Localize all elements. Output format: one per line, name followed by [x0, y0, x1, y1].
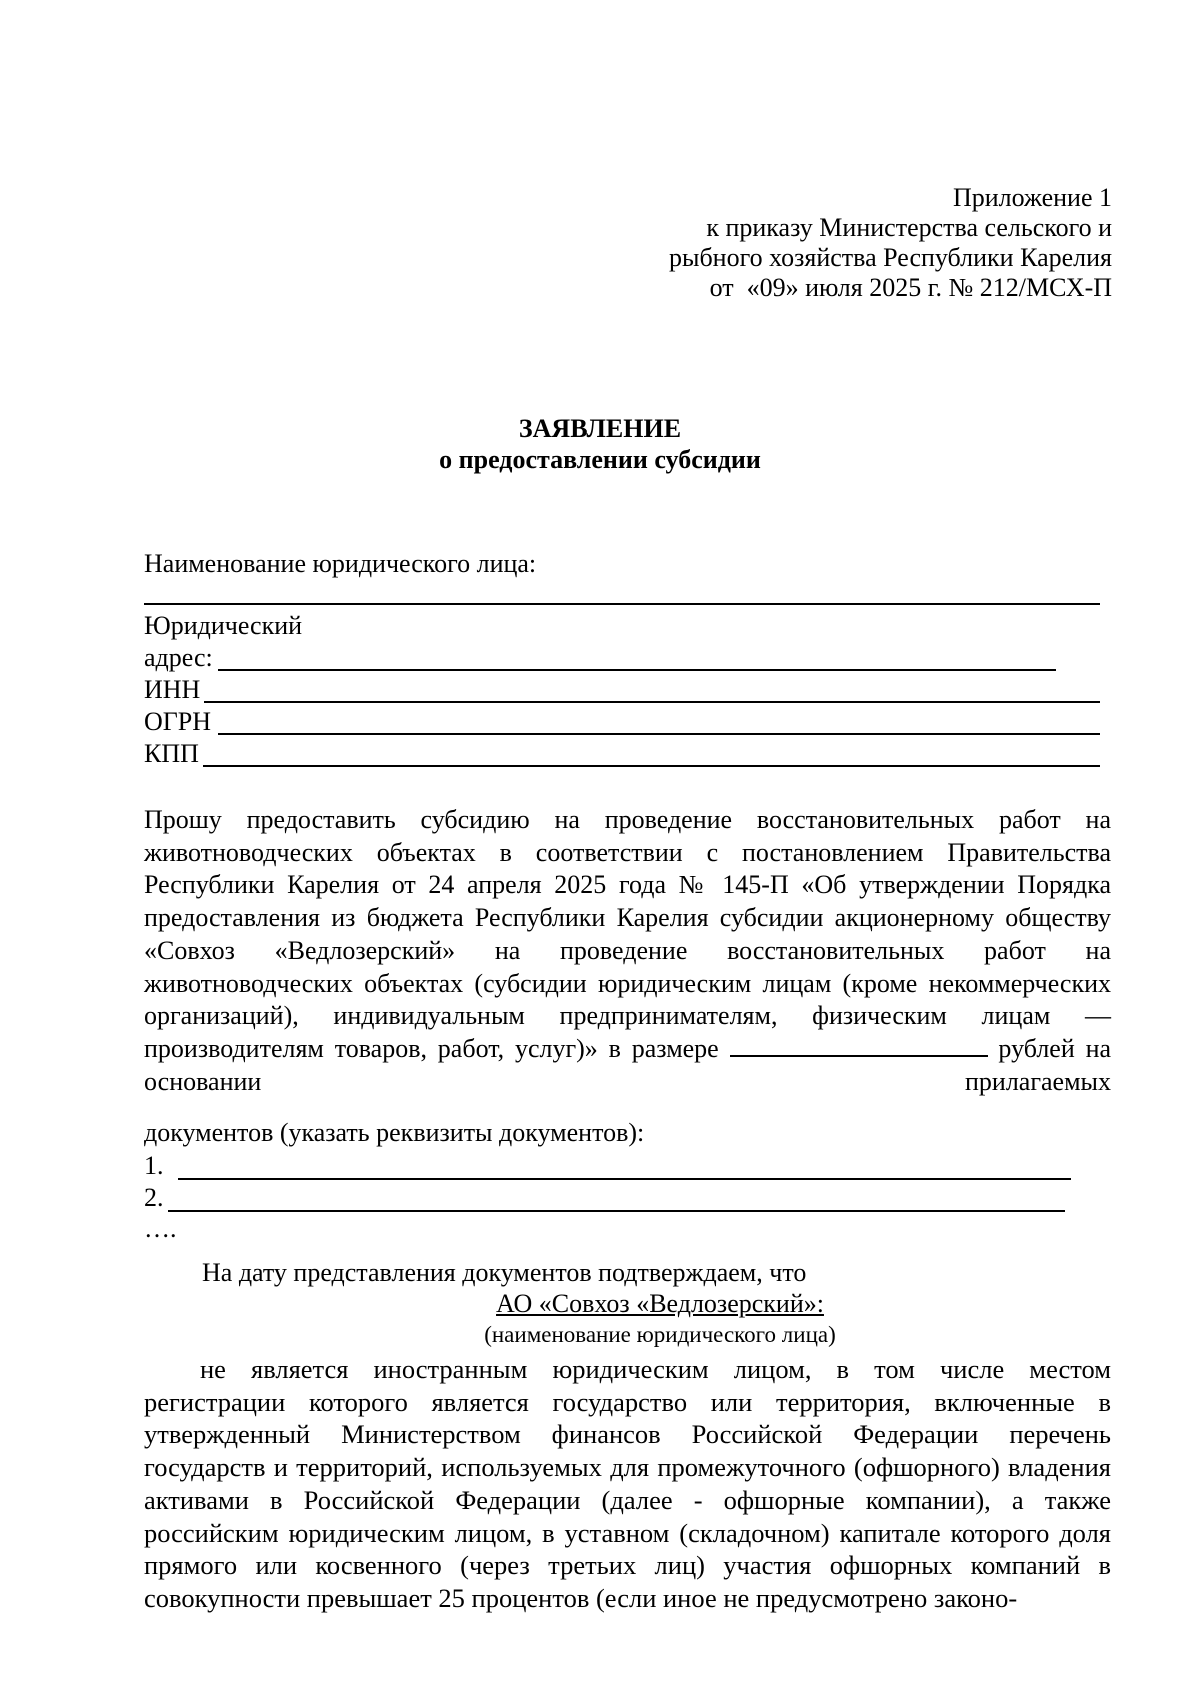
- ogrn-label: ОГРН: [144, 707, 212, 736]
- title-main: ЗАЯВЛЕНИЕ: [518, 414, 682, 443]
- kpp-label: КПП: [144, 739, 199, 768]
- company-name: АО «Совхоз «Ведлозерский»:: [496, 1289, 824, 1318]
- documents-label: документов (указать реквизиты документов):: [144, 1118, 645, 1147]
- ogrn-input-line[interactable]: [218, 733, 1100, 735]
- request-paragraph: [144, 804, 1111, 1098]
- document-item-2-label: 2.: [144, 1183, 164, 1212]
- inn-label: ИНН: [144, 675, 201, 704]
- appendix-line-4: от «09» июля 2025 г. № 212/МСХ-П: [709, 273, 1112, 302]
- name-label: Наименование юридического лица:: [144, 549, 537, 578]
- kpp-input-line[interactable]: [203, 765, 1100, 767]
- address-label-1: Юридический: [144, 611, 303, 640]
- appendix-line-1: Приложение 1: [952, 183, 1112, 212]
- name-input-line[interactable]: [144, 603, 1100, 605]
- appendix-line-2: к приказу Министерства сельского и: [706, 213, 1112, 242]
- company-caption: (наименование юридического лица): [484, 1322, 836, 1347]
- appendix-line-3: рыбного хозяйства Республики Карелия: [668, 243, 1112, 272]
- document-item-1-line[interactable]: [178, 1178, 1071, 1180]
- address-label-2: адрес:: [144, 643, 213, 672]
- title-sub: о предоставлении субсидии: [439, 445, 761, 474]
- document-item-2-line[interactable]: [168, 1210, 1065, 1212]
- confirmation-lead: На дату представления документов подтверждаем, что: [202, 1258, 807, 1287]
- address-input-line[interactable]: [218, 669, 1056, 671]
- request-text-after: рублей на основании прилагаемых: [144, 1033, 1112, 1096]
- confirmation-body: не является иностранным юридическим лицом, в том числе местом регистрации которого является государство или территория, включенные в утвержденный Министерством финансов Российской Федерации перечень государств и территорий, используемых для промежуточного (офшорного) владения активами в Российской Федерации (далее - офшорные компании), а также российским юридическим лицом, в уставном (складочном) капитале которого доля прямого или косвенного (через третьих лиц) участия офшорных компаний в совокупности превышает 25 процентов (если иное не предусмотрено законо-: [144, 1354, 1111, 1613]
- amount-input-line[interactable]: [730, 1033, 988, 1057]
- documents-ellipsis: ….: [144, 1214, 177, 1243]
- inn-input-line[interactable]: [204, 701, 1100, 703]
- appendix-header: [669, 183, 1112, 303]
- request-text-before: Прошу предоставить субсидию на проведение восстановительных работ на животноводческих объектах в соответствии с постановлением Правительства Республики Карелия от 24 апреля 2025 года № 145-П «Об утверждении Порядка предоставления из бюджета Республики Карелия субсидии акционерному обществу «Совхоз «Ведлозерский» на проведение восстановительных работ на животноводческих объектах (субсидии юридическим лицам (кроме некоммерческих организаций), индивидуальным предпринимателям, физическим лицам — производителям товаров, работ, услуг)» в размере: [144, 805, 1111, 1063]
- document-title: [0, 413, 1200, 475]
- document-item-1-label: 1.: [144, 1151, 164, 1180]
